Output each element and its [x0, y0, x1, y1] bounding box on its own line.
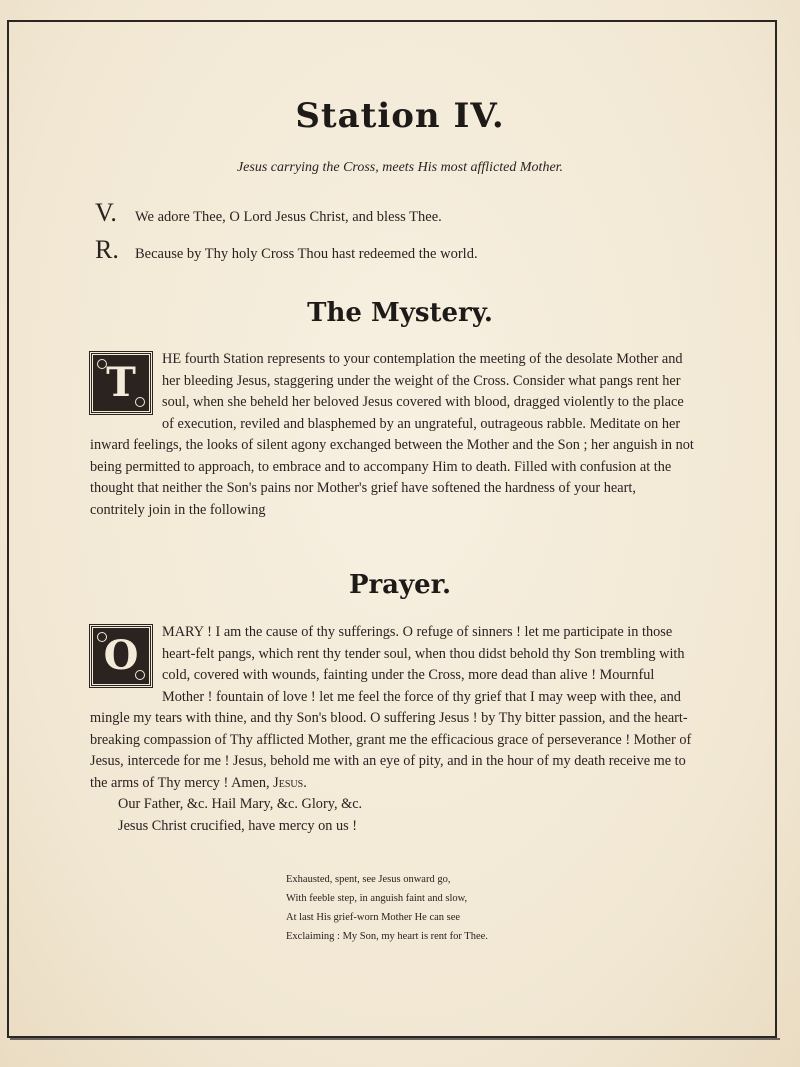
station-title: Station IV.	[295, 96, 505, 136]
mystery-paragraph	[90, 349, 694, 521]
verse-line: Exhausted, spent, see Jesus onward go,	[286, 874, 451, 885]
verse-line: Exclaiming : My Son, my heart is rent for Thee.	[286, 931, 488, 942]
prayer-line-3: Jesus Christ crucified, have mercy on us !	[118, 817, 358, 834]
prayer-text-wrap	[90, 622, 694, 794]
response	[95, 235, 478, 265]
prayer-dropcap-letter: O	[103, 632, 139, 679]
prayer-closing-name: Jesus.	[273, 774, 307, 791]
prayer-dropcap	[90, 625, 152, 687]
prayer-heading: Prayer.	[348, 570, 452, 600]
border-shadow	[10, 1038, 780, 1040]
mystery-text: HE fourth Station represents to your contemplation the meeting of the desolate Mother and her bleeding Jesus, staggering under the weight of the Cross. Consider what pangs rent her soul, when she beheld her beloved Jesus covered with blood, dragged violently to the place of execution, reviled and blasphemed by an ungrateful, outrageous rabble. Meditate on her inward feelings, the looks of silent agony exchanged between the Mother and the Son ; her anguish in not being permitted to approach, to embrace and to accompany Him to death. Filled with confusion at the thought that neither the Son's pains nor Mother's grief have softened the hardness of your heart, contritely join in the following	[90, 351, 694, 518]
mystery-heading: The Mystery.	[307, 298, 493, 328]
response-text: Because by Thy holy Cross Thou hast redeemed the world.	[135, 246, 478, 262]
mystery-dropcap	[90, 352, 152, 414]
closing-verse	[286, 870, 488, 946]
mystery-dropcap-letter: T	[106, 359, 136, 406]
verse-line: With feeble step, in anguish faint and slow,	[286, 893, 468, 904]
verse-line: At last His grief-worn Mother He can see	[286, 912, 461, 923]
prayer-text: MARY ! I am the cause of thy sufferings. O refuge of sinners ! let me participate in those heart-felt pangs, which rent thy tender soul, when thou didst behold thy Son trembling with cold, covered with wounds, fainting under the Cross, more dead than alive ! Mournful Mother ! fountain of love ! let me feel the force of thy grief that I may weep with thee, and mingle my tears with thine, and thy Son's blood. O suffering Jesus ! by Thy bitter passion, and the heart-breaking compassion of Thy afflicted Mother, grant me the efficacious grace of perseverance ! Mother of Jesus, intercede for me ! Jesus, behold me with an eye of pity, and in the hour of my death receive me to the arms of Thy mercy ! Amen,	[90, 624, 692, 791]
versicle-letter: V.	[95, 198, 117, 227]
prayer-paragraph	[90, 622, 694, 837]
station-subtitle: Jesus carrying the Cross, meets His most afflicted Mother.	[236, 160, 564, 175]
versicle	[95, 198, 442, 228]
prayer-line-2: Our Father, &c. Hail Mary, &c. Glory, &c.	[118, 796, 363, 812]
response-letter: R.	[95, 235, 119, 264]
versicle-text: We adore Thee, O Lord Jesus Christ, and bless Thee.	[135, 209, 442, 225]
